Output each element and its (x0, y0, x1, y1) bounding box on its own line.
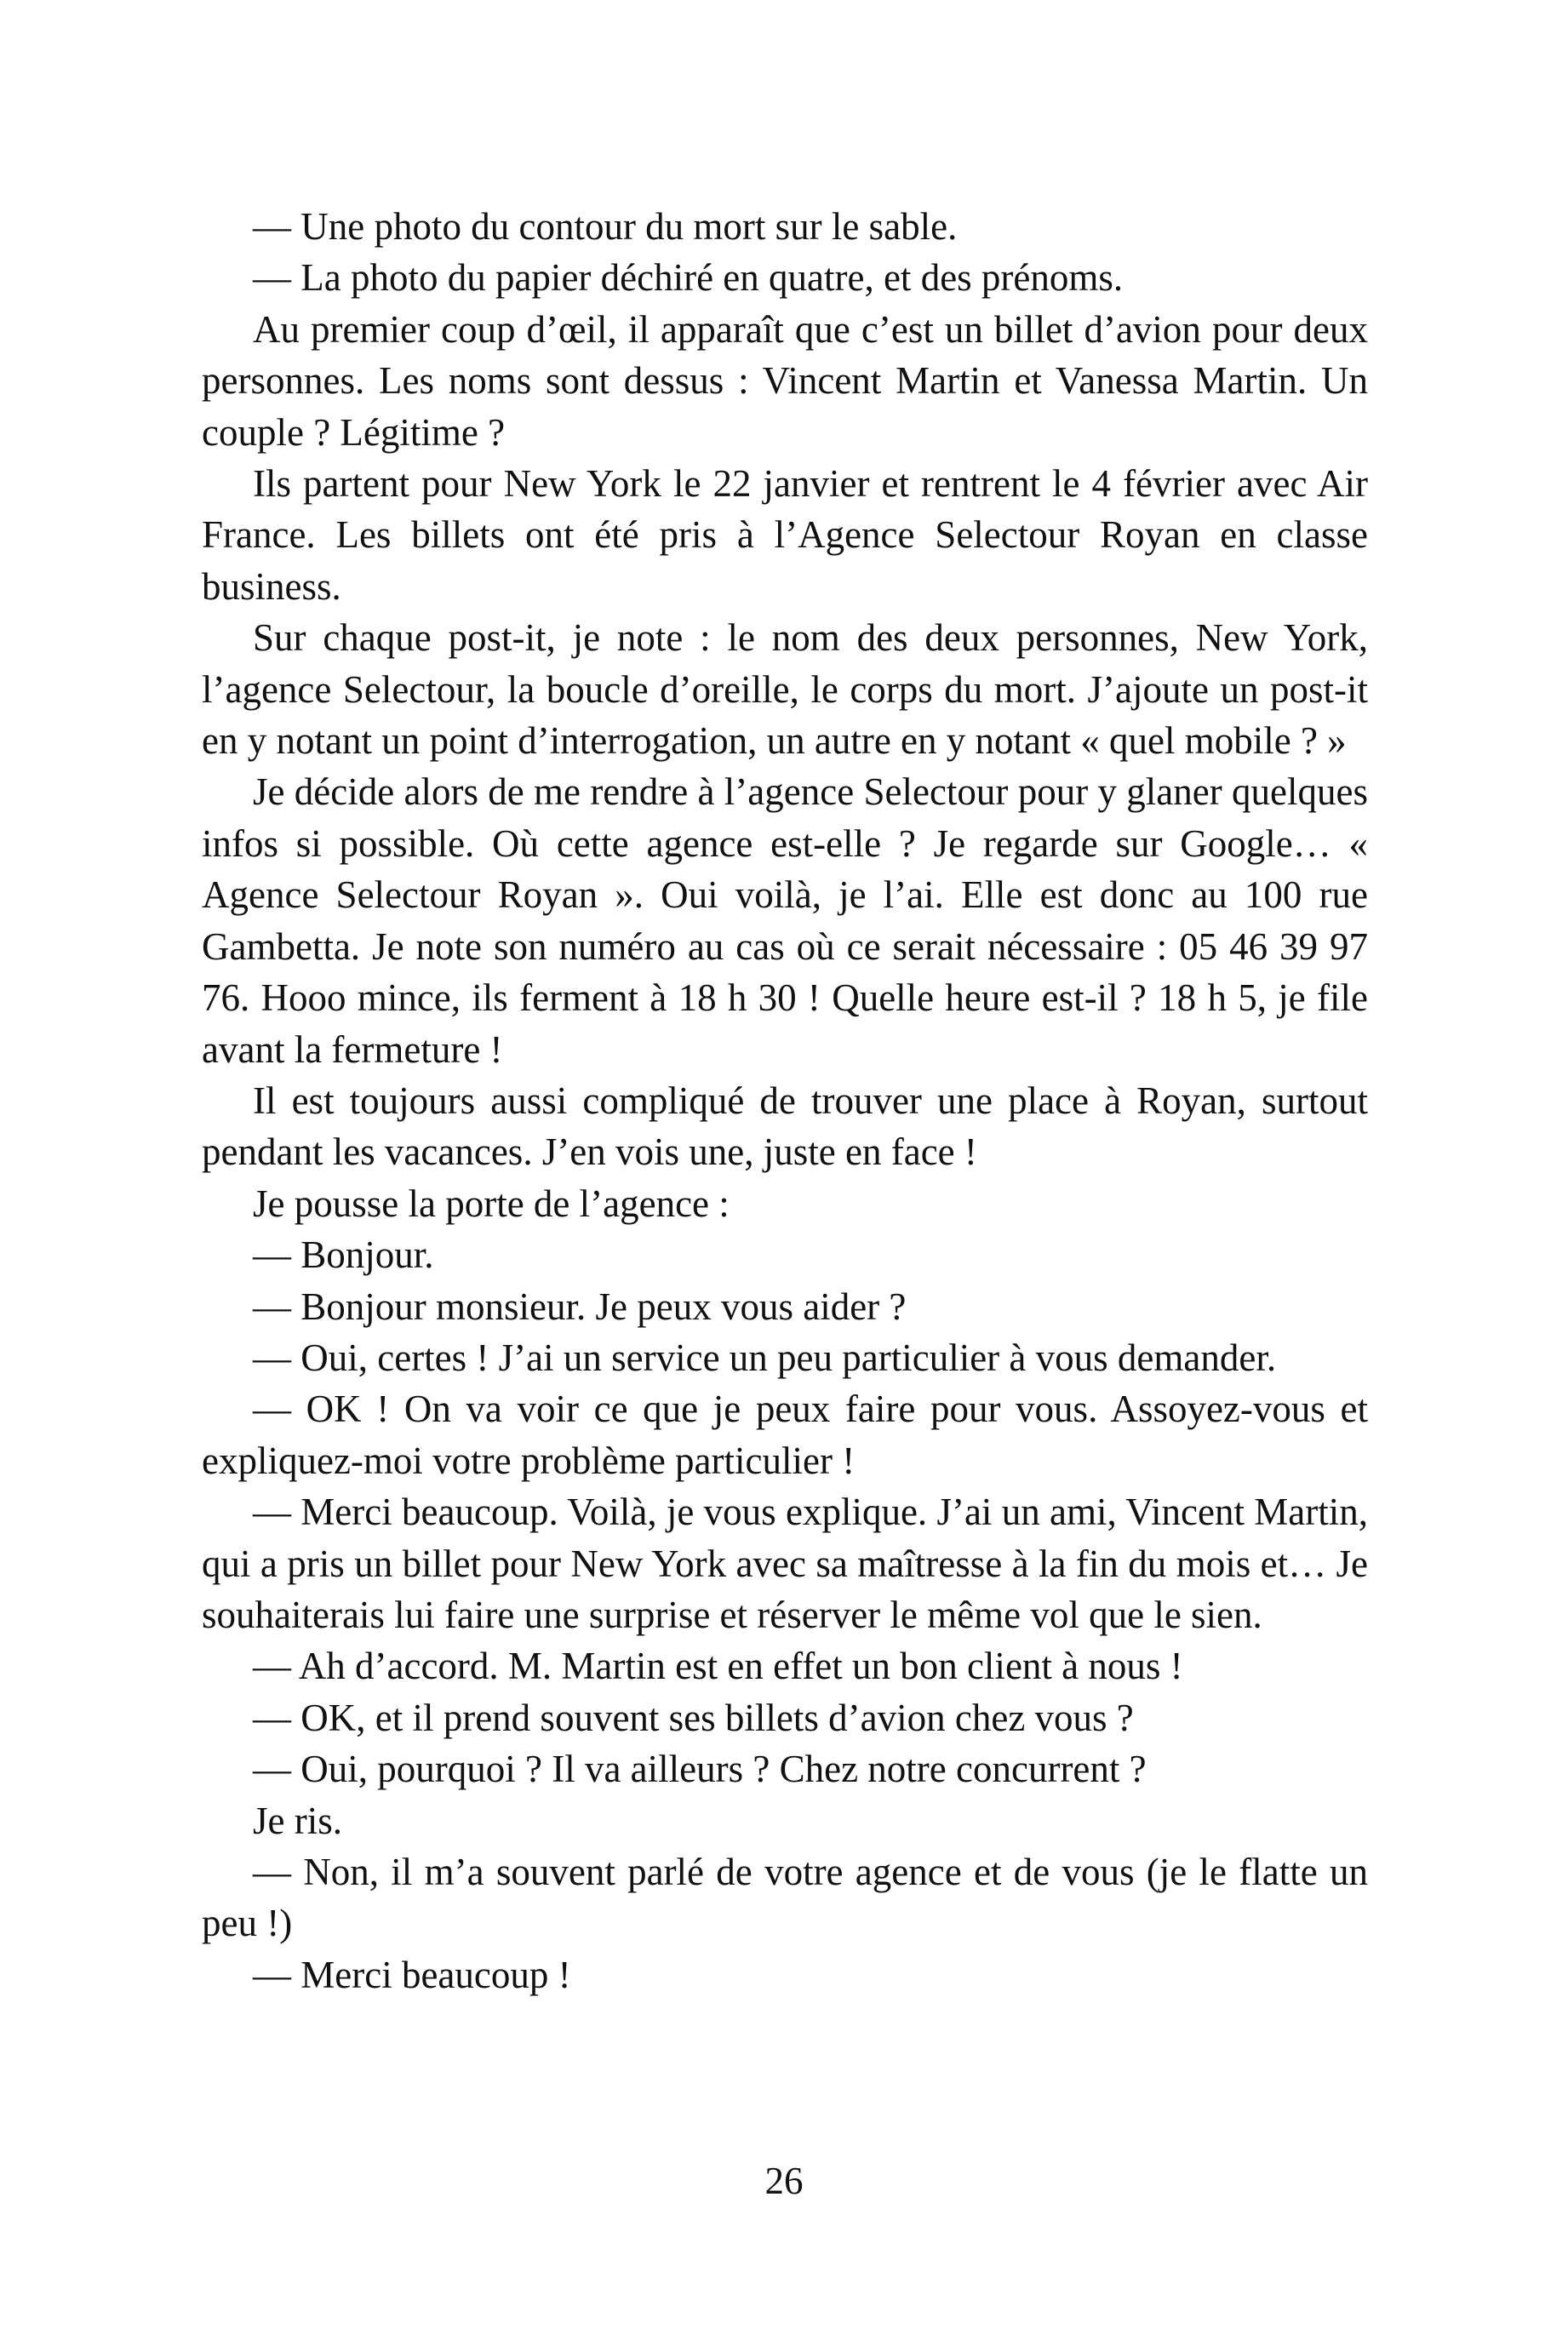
dialogue-line: — Ah d’accord. M. Martin est en effet un bon client à nous ! (253, 1645, 1183, 1688)
paragraph: Je ris. (253, 1799, 342, 1842)
dialogue-line: — Bonjour monsieur. Je peux vous aider ? (253, 1285, 907, 1328)
dialogue-line: — Merci beaucoup. Voilà, je vous explique. J’ai un ami, Vincent Martin, qui a pris un billet pour New York avec sa maîtresse à la fin du mois et… Je souhaiterais lui faire une surprise et réserver le même vol que le sien. (202, 1491, 1368, 1636)
paragraph: Au premier coup d’œil, il apparaît que c’est un billet d’avion pour deux personnes. Les noms sont dessus : Vincent Martin et Vanessa Martin. Un couple ? Légitime ? (202, 307, 1368, 454)
paragraph: Sur chaque post-it, je note : le nom des deux personnes, New York, l’agence Selectour, la boucle d’oreille, le corps du mort. J’ajoute un post-it en y notant un point d’interrogation, un autre en y notant « quel mobile ? » (202, 616, 1368, 763)
paragraph: — Une photo du contour du mort sur le sable. (253, 205, 958, 248)
dialogue-line: — Non, il m’a souvent parlé de votre agence et de vous (je le flatte un peu !) (202, 1851, 1368, 1945)
paragraph: Je décide alors de me rendre à l’agence Selectour pour y glaner quelques infos si possible. Où cette agence est-elle ? Je regarde sur Google… « Agence Selectour Royan ». Oui voilà, je l’ai. Elle est donc au 100 rue Gambetta. Je note son numéro au cas où ce serait nécessaire : 05 46 39 97 76. Hooo mince, ils ferment à 18 h 30 ! Quelle heure est-il ? 18 h 5, je file avant la fermeture ! (202, 770, 1368, 1071)
dialogue-line: — Oui, pourquoi ? Il va ailleurs ? Chez notre concurrent ? (253, 1748, 1147, 1791)
dialogue-line: — OK ! On va voir ce que je peux faire pour vous. Assoyez-vous et expliquez-moi votre problème particulier ! (202, 1388, 1368, 1482)
paragraph: Il est toujours aussi compliqué de trouver une place à Royan, surtout pendant les vacances. J’en vois une, juste en face ! (202, 1079, 1368, 1174)
paragraph: — La photo du papier déchiré en quatre, et des prénoms. (253, 256, 1124, 300)
paragraph: Ils partent pour New York le 22 janvier et rentrent le 4 février avec Air France. Les billets ont été pris à l’Agence Selectour Royan en classe business. (202, 462, 1368, 608)
dialogue-line: — Oui, certes ! J’ai un service un peu particulier à vous demander. (253, 1336, 1277, 1379)
page-number: 26 (764, 2160, 804, 2202)
dialogue-line: — OK, et il prend souvent ses billets d’avion chez vous ? (253, 1696, 1134, 1739)
body-text (202, 201, 1368, 2000)
dialogue-line: — Merci beaucoup ! (253, 1953, 571, 1996)
dialogue-line: — Bonjour. (253, 1233, 434, 1277)
paragraph: Je pousse la porte de l’agence : (253, 1182, 730, 1225)
